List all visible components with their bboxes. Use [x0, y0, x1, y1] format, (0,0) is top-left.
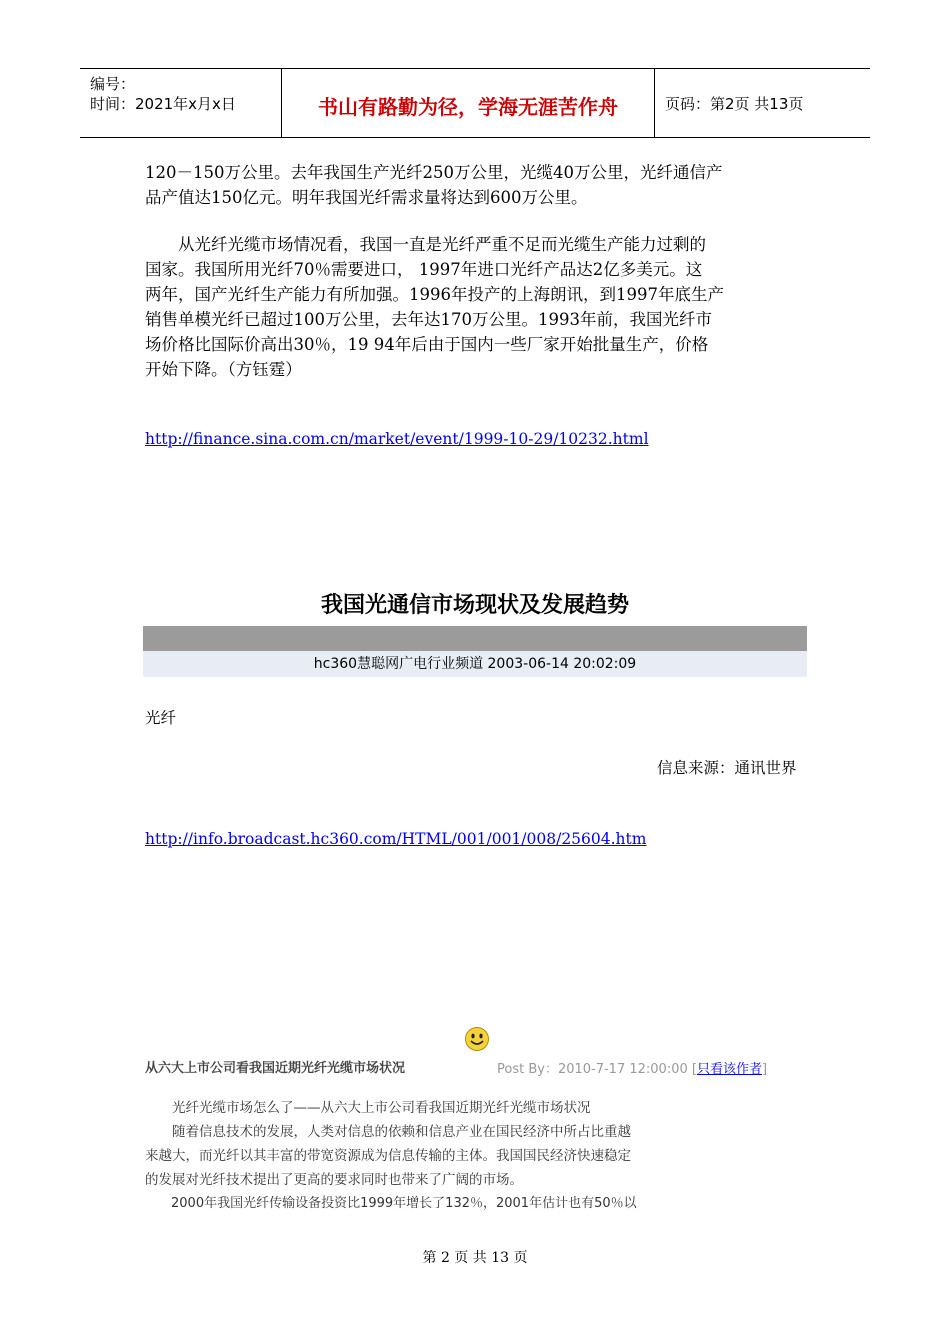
- text-line: 的发展对光纤技术提出了更高的要求同时也带来了广阔的市场。: [145, 1172, 523, 1188]
- paragraph-1: [145, 160, 810, 210]
- smiley-icon: [464, 1026, 490, 1056]
- paragraph-2: [145, 232, 810, 382]
- text-line: 2000年我国光纤传输设备投资比1999年增长了132％，2001年估计也有50％以: [145, 1196, 637, 1211]
- number-label: 编号：: [90, 75, 136, 93]
- page-footer: 第 2 页 共 13 页: [422, 1250, 528, 1266]
- text-line: 来越大，而光纤以其丰富的带宽资源成为信息传输的主体。我国国民经济快速稳定: [145, 1148, 631, 1164]
- text-line: 开始下降。（方钰霆）: [145, 360, 302, 379]
- header-page-cell: [655, 69, 870, 137]
- post-meta: [497, 1058, 767, 1077]
- text-line: 光纤光缆市场怎么了——从六大上市公司看我国近期光纤光缆市场状况: [145, 1100, 591, 1116]
- header-info-cell: [80, 69, 282, 137]
- post-title: 从六大上市公司看我国近期光纤光缆市场状况: [145, 1061, 406, 1076]
- author-only-link[interactable]: 只看该作者: [696, 1062, 762, 1077]
- keyword-label: 光纤: [145, 709, 177, 727]
- text-line: 从光纤光缆市场情况看，我国一直是光纤严重不足而光缆生产能力过剩的: [145, 235, 706, 254]
- article-title: 我国光通信市场现状及发展趋势: [320, 593, 629, 618]
- document-header: [80, 68, 870, 138]
- text-line: 随着信息技术的发展，人类对信息的依赖和信息产业在国民经济中所占比重越: [145, 1124, 631, 1140]
- text-line: 120－150万公里。去年我国生产光纤250万公里，光缆40万公里，光纤通信产: [145, 163, 723, 182]
- source-link-sina[interactable]: http://finance.sina.com.cn/market/event/1999-10-29/10232.html: [145, 430, 649, 448]
- motto-text: 书山有路勤为径，学海无涯苦作舟: [318, 95, 618, 119]
- header-motto-cell: [282, 69, 655, 137]
- source-label: 信息来源：通讯世界: [657, 759, 797, 777]
- time-label: 时间：2021年x月x日: [90, 95, 236, 113]
- text-line: 场价格比国际价高出30％，19 94年后由于国内一些厂家开始批量生产，价格: [145, 335, 709, 354]
- text-line: 国家。我国所用光纤70％需要进口， 1997年进口光纤产品达2亿多美元。这: [145, 260, 703, 279]
- text-line: 两年，国产光纤生产能力有所加强。1996年投产的上海朗讯，到1997年底生产: [145, 285, 724, 304]
- post-by-text: Post By：2010-7-17 12:00:00 [: [497, 1062, 697, 1077]
- text-line: 销售单模光纤已超过100万公里，去年达170万公里。1993年前，我国光纤市: [145, 310, 712, 329]
- page-code: 页码：第2页 共13页: [665, 95, 804, 113]
- title-divider-bar: [143, 626, 807, 651]
- post-by-end: ]: [761, 1062, 768, 1077]
- article-meta: hc360慧聪网广电行业频道 2003-06-14 20:02:09: [143, 651, 807, 677]
- text-line: 品产值达150亿元。明年我国光纤需求量将达到600万公里。: [145, 188, 588, 207]
- source-link-hc360[interactable]: http://info.broadcast.hc360.com/HTML/001/001/008/25604.htm: [145, 830, 647, 848]
- post-body: [145, 1096, 705, 1216]
